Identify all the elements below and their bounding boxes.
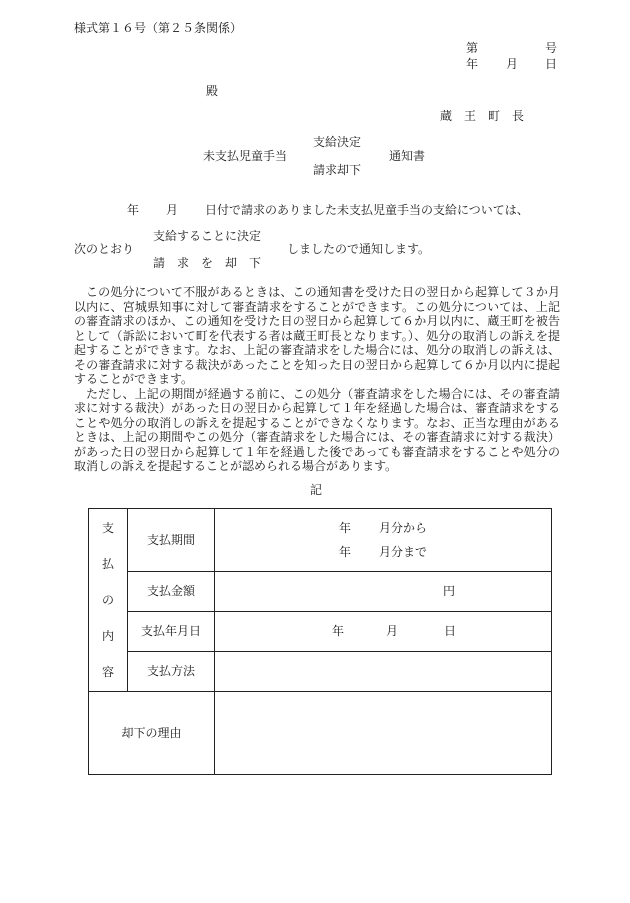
body-option-decide: 支給することに決定 [153, 229, 262, 243]
table-row-amount [89, 572, 552, 612]
reject-reason-value[interactable] [215, 692, 552, 775]
pay-date-year: 年 [332, 624, 345, 639]
payment-method-label: 支払方法 [128, 652, 215, 692]
table-row-date [89, 612, 552, 652]
period-from-text: 月分から [378, 521, 427, 535]
amount-unit: 円 [442, 584, 455, 599]
title-option-decide: 支給決定 [313, 135, 362, 149]
payment-content-group-label: 支 払 の 内 容 [89, 509, 128, 692]
date-month: 月 [506, 57, 519, 71]
period-from-year: 年 [338, 521, 351, 535]
table-row-method [89, 652, 552, 692]
addressee-suffix: 殿 [206, 84, 219, 98]
table-row-reject-reason [89, 692, 552, 775]
appeal-notice-paragraph-2: ただし、上記の期間が経過する前に、この処分（審査請求をした場合には、その審査請求に対する裁決）があった日の翌日から起算して１年を経過した場合は、審査請求をすることや処分の取消しの訴えを提起することができなくなります。なお、正当な理由があるときは、上記の期間やこの処分（審査請求をした場合には、その審査請求に対する裁決）があった日の翌日から起算して１年を経過した後であっても審査請求をすることや処分の取消しの訴えを提起することが認められる場合があります。 [74, 386, 560, 473]
body-line2-prefix: 次のとおり [74, 242, 135, 256]
pay-date-month: 月 [386, 624, 399, 639]
title-suffix: 通知書 [389, 149, 426, 163]
doc-number-dai: 第 [466, 41, 479, 55]
payment-period-label: 支払期間 [128, 509, 215, 572]
body-option-reject: 請 求 を 却 下 [153, 256, 262, 270]
ki-heading: 記 [310, 483, 323, 497]
body-month: 月 [166, 203, 179, 217]
payment-details-table [88, 508, 552, 775]
reject-reason-label: 却下の理由 [89, 692, 215, 775]
date-year: 年 [466, 57, 479, 71]
payment-amount-label: 支払金額 [128, 572, 215, 612]
body-date-text: 日付で請求のありました未支払児童手当の支給については、 [205, 203, 529, 217]
payment-method-value[interactable] [215, 652, 552, 692]
pay-date-day: 日 [444, 624, 457, 639]
body-line2-suffix: しましたので通知します。 [287, 242, 431, 256]
appeal-notice-paragraph-1: この処分について不服があるときは、この通知書を受けた日の翌日から起算して３か月以内に、宮城県知事に対して審査請求をすることができます。この処分については、上記の審査請求のほか、この通知を受けた日の翌日から起算して６か月以内に、蔵王町を被告として（訴訟において町を代表する者は蔵王町長となります。）、処分の取消しの訴えを提起することができます。なお、上記の審査請求をした場合には、処分の取消しの訴えは、その審査請求に対する裁決があったことを知った日の翌日から起算して６か月以内に提起することができます。 [74, 285, 560, 386]
payment-date-value[interactable] [215, 612, 552, 652]
payment-date-label: 支払年月日 [128, 612, 215, 652]
period-to-year: 年 [338, 545, 351, 559]
title-option-reject: 請求却下 [313, 163, 362, 177]
issuer: 蔵 王 町 長 [440, 109, 525, 123]
appeal-notice [74, 285, 560, 474]
period-to-text: 月分まで [378, 545, 427, 559]
payment-period-value[interactable] [215, 509, 552, 572]
form-number: 様式第１６号（第２５条関係） [74, 21, 243, 35]
title-prefix: 未支払児童手当 [203, 149, 288, 163]
body-year: 年 [127, 203, 140, 217]
date-day: 日 [545, 57, 558, 71]
doc-number-go: 号 [545, 41, 558, 55]
payment-amount-value[interactable] [215, 572, 552, 612]
table-row-period [89, 509, 552, 572]
